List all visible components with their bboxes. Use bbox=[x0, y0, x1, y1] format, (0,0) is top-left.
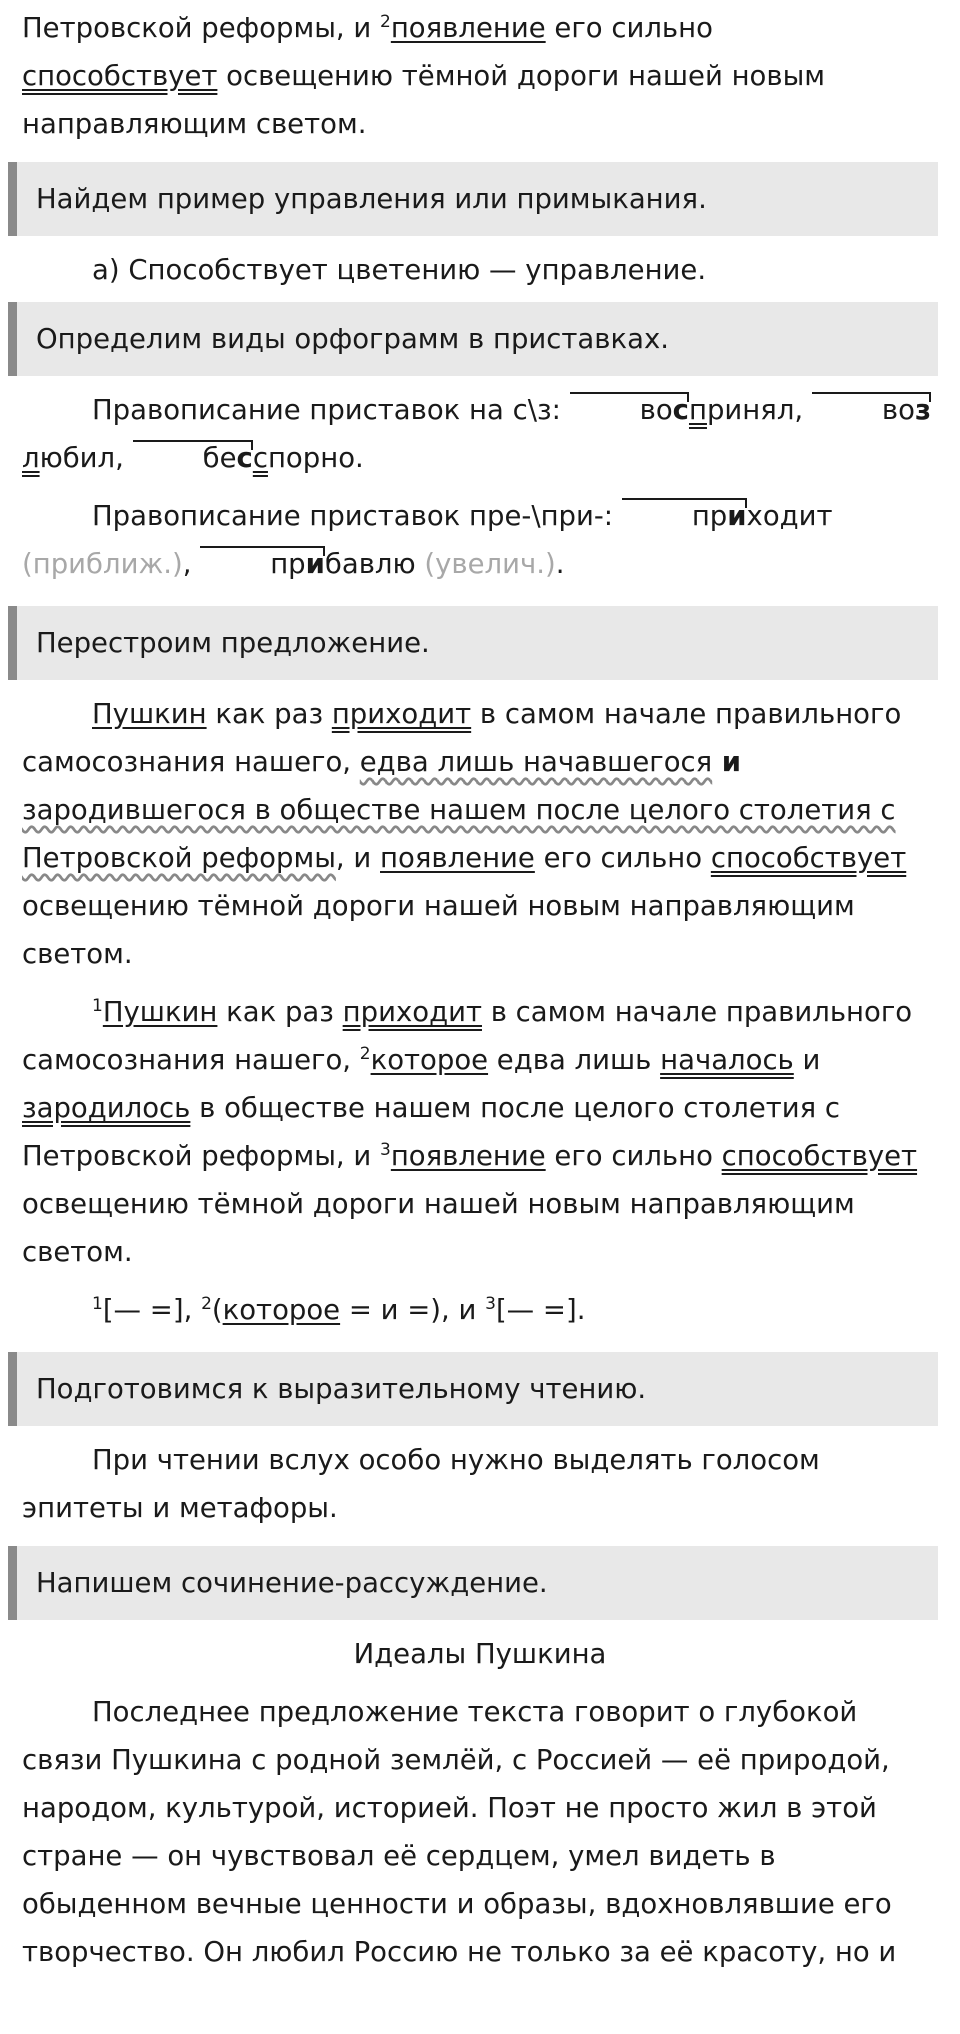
section-header: Подготовимся к выразительному чтению. bbox=[8, 1352, 938, 1426]
example-line: а) Способствует цветению — управление. bbox=[92, 254, 707, 286]
subject: Пушкин bbox=[92, 698, 207, 730]
prefix-mark: при bbox=[622, 492, 747, 540]
predicate: приходит bbox=[331, 698, 472, 730]
predicate: способствует bbox=[22, 60, 218, 92]
sentence-analysis: Пушкин как раз приходит в самом начале правильного самосознания нашего, едва лишь начавшегося и зародившегося в обществе нашем после целого столетия с Петровской реформы, и появление его сильно способствует освещению тёмной дороги нашей новым направляющим светом. bbox=[22, 698, 907, 970]
participle: зародившегося в обществе нашем после целого столетия с Петровской реформы bbox=[22, 794, 896, 874]
note: (увелич.) bbox=[424, 548, 556, 580]
orthogram-paragraph: Правописание приставок на с\з: воспринял, возлюбил, бесспорно. bbox=[22, 386, 938, 482]
sentence-fragment: Петровской реформы, и $^2$появление его сильно способствует освещению тёмной дороги нашей новым направляющим светом. bbox=[22, 12, 826, 140]
section-header: Определим виды орфограмм в приставках. bbox=[8, 302, 938, 376]
subject: появление bbox=[390, 12, 546, 44]
prefix-mark: вос bbox=[570, 386, 689, 434]
sentence-schema: $^1$[— =], $^2$(которое = и =), и $^3$[— =]. bbox=[92, 1294, 586, 1326]
prefix-mark: воз bbox=[812, 386, 931, 434]
predicate: способствует bbox=[710, 842, 907, 874]
prefix-mark: бес bbox=[133, 434, 253, 482]
sentence-rebuilt: $^1$Пушкин как раз приходит в самом начале правильного самосознания нашего, $^2$которое едва лишь началось и зародилось в обществе нашем после целого столетия с Петровской реформы, и $^3$появление его сильно способствует освещению тёмной дороги нашей новым направляющим светом. bbox=[22, 996, 918, 1268]
section-header: Напишем сочинение-рассуждение. bbox=[8, 1546, 938, 1620]
essay-title: Идеалы Пушкина bbox=[353, 1638, 607, 1670]
prefix-mark: при bbox=[200, 540, 325, 588]
subject: появление bbox=[380, 842, 535, 874]
orthogram-paragraph: Правописание приставок пре-\при-: приходит (приближ.), прибавлю (увелич.). bbox=[22, 492, 938, 588]
participle: едва лишь начавшегося bbox=[359, 746, 713, 778]
note: (приближ.) bbox=[22, 548, 183, 580]
document-page bbox=[0, 4, 960, 2034]
section-header: Перестроим предложение. bbox=[8, 606, 938, 680]
section-header: Найдем пример управления или примыкания. bbox=[8, 162, 938, 236]
reading-tip: При чтении вслух особо нужно выделять голосом эпитеты и метафоры. bbox=[22, 1444, 820, 1524]
essay-body: Последнее предложение текста говорит о глубокой связи Пушкина с родной землёй, с Россией — её природой, народом, культурой, историей. Поэт не просто жил в этой стране — он чувствовал её сердцем, умел видеть в обыденном вечные ценности и образы, вдохновлявшие его творчество. Он любил Россию не только за её красоту, но и bbox=[22, 1696, 897, 1968]
